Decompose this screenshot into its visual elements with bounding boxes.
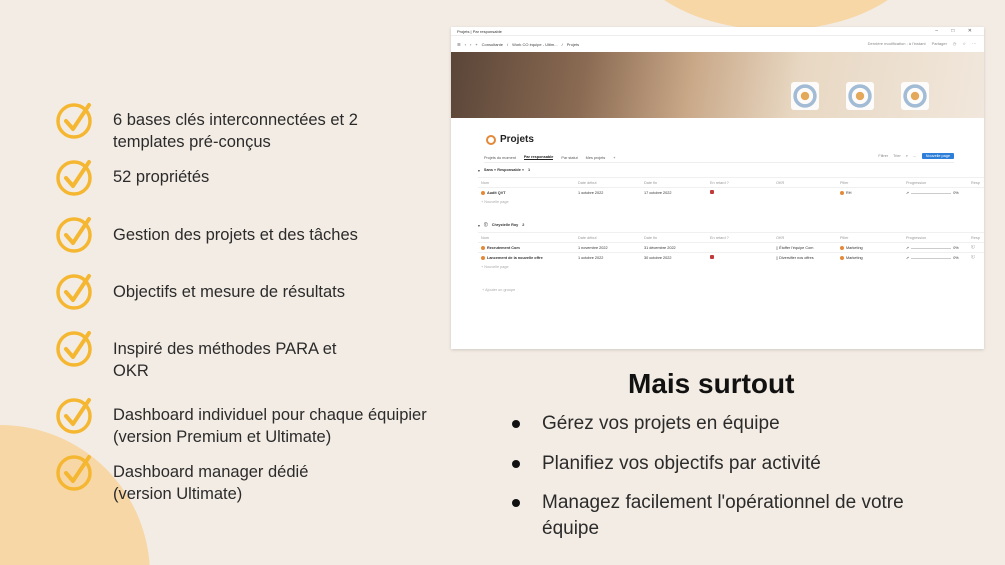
bullet-text: Managez facilement l'opérationnel de votre équipe (542, 492, 904, 539)
column-header[interactable]: OKR (776, 180, 785, 185)
column-header[interactable]: Nom (481, 235, 490, 240)
feature-item (55, 328, 455, 380)
row-pillar: RH (846, 190, 852, 195)
column-header[interactable]: Progression (906, 235, 927, 240)
page-title: Projets (486, 134, 534, 145)
avatar[interactable]: ⓒ (971, 255, 975, 259)
star-icon[interactable]: ☆ (962, 41, 966, 46)
filter-button[interactable]: Filtrer (878, 154, 889, 158)
feature-item (55, 395, 455, 446)
pillar-icon (840, 246, 844, 250)
row-okr: Étoffer l'équipe Com (779, 246, 814, 250)
feature-text: Gestion des projets et des tâches (113, 226, 358, 244)
column-header[interactable]: Pilier (840, 180, 849, 185)
table-header-row (478, 232, 984, 242)
new-row-button[interactable]: + Nouvelle page (481, 265, 509, 269)
back-arrow-icon[interactable]: ‹ (464, 41, 466, 47)
view-tabs (484, 153, 954, 163)
feature-text: Dashboard individuel pour chaque équipier (version Premium et Ultimate) (113, 406, 427, 446)
column-header[interactable]: En retard ? (710, 180, 729, 185)
column-header[interactable]: Date début (578, 180, 597, 185)
column-header[interactable]: OKR (776, 235, 785, 240)
row-name[interactable]: Audit QVT (487, 190, 506, 195)
column-header[interactable]: En retard ? (710, 235, 729, 240)
row-name[interactable]: Recrutement Com (487, 245, 520, 250)
table-row[interactable] (478, 187, 984, 197)
add-view-button[interactable]: + (613, 155, 616, 160)
bullet-dot (512, 420, 520, 428)
bullet-dot (512, 499, 520, 507)
share-button[interactable]: Partager (931, 41, 947, 46)
bullet-dot (512, 460, 520, 468)
search-icon[interactable]: ⌕ (905, 154, 908, 158)
progress-bar (911, 193, 951, 194)
row-okr: Diversifier nos offres (779, 256, 814, 260)
forward-arrow-icon[interactable]: › (469, 41, 472, 47)
window-title: Projets | Par responsable (457, 29, 502, 34)
progress-bar (911, 258, 951, 259)
rocket-icon: ➚ (906, 256, 910, 260)
group-count: 1 (528, 168, 531, 172)
check-circle-icon (55, 100, 95, 140)
navbar-right (868, 41, 976, 46)
cover-image (451, 52, 984, 118)
pillar-icon (840, 191, 844, 195)
bullet-text: Planifiez vos objectifs par activité (542, 453, 821, 474)
row-end-date[interactable]: 31 décembre 2022 (644, 245, 676, 250)
rocket-icon: ➚ (906, 191, 910, 195)
plus-icon[interactable]: + (475, 41, 478, 47)
feature-text: Dashboard manager dédié (version Ultimate) (113, 463, 309, 503)
decor-blob-top (626, 0, 926, 30)
group-header[interactable] (478, 223, 984, 228)
breadcrumb-item[interactable]: Work CO équipe - Ultim... (512, 41, 558, 47)
table-group (478, 168, 984, 207)
late-flag-icon (710, 190, 714, 194)
feature-item (55, 452, 455, 503)
table-row[interactable] (478, 242, 984, 252)
feature-text: Objectifs et mesure de résultats (113, 283, 346, 301)
late-flag-icon (710, 255, 714, 259)
collapse-toggle-icon[interactable]: ▾ (478, 169, 480, 173)
row-progress: 0% (953, 256, 959, 260)
row-pillar: Marketing (846, 245, 863, 250)
table-header-row (478, 177, 984, 187)
avatar: ⓒ (483, 223, 488, 227)
more-icon[interactable]: ⋯ (912, 154, 917, 159)
window-titlebar (451, 27, 984, 36)
new-page-button[interactable]: Nouvelle page (922, 153, 954, 159)
table-row[interactable] (478, 252, 984, 262)
group-name: Sans « Responsable » (483, 168, 525, 172)
archery-target-image (791, 82, 819, 110)
target-icon (486, 135, 496, 145)
avatar[interactable]: ⓒ (971, 245, 975, 249)
group-name: Chrystelle Roy (491, 223, 519, 227)
check-circle-icon (55, 328, 95, 368)
feature-item (55, 100, 455, 151)
page-icon: ▯ (776, 256, 779, 260)
more-icon[interactable]: ⋯ (972, 41, 976, 46)
column-header[interactable]: Resp (971, 235, 980, 240)
rocket-icon: ➚ (906, 246, 910, 250)
window-controls[interactable]: – □ ✕ (935, 28, 978, 34)
feature-item (55, 271, 455, 311)
app-screenshot (451, 27, 984, 349)
column-header[interactable]: Pilier (840, 235, 849, 240)
column-header[interactable]: Nom (481, 180, 490, 185)
check-circle-icon (55, 271, 95, 311)
breadcrumb-separator: / (506, 41, 509, 47)
tab-projets-du-moment[interactable]: Projets du moment (484, 155, 516, 160)
view-toolbar (878, 153, 954, 159)
progress-bar (911, 248, 951, 249)
row-start-date[interactable]: 1 octobre 2022 (578, 190, 604, 195)
feature-text: 6 bases clés interconnectées et 2 templates pré-conçus (113, 111, 358, 151)
row-pillar: Marketing (846, 255, 863, 260)
column-header[interactable]: Resp (971, 180, 980, 185)
new-row-button[interactable]: + Nouvelle page (481, 200, 509, 204)
table-group (478, 223, 984, 272)
row-progress: 0% (953, 246, 959, 250)
sort-button[interactable]: Trier (893, 154, 901, 158)
check-circle-icon (55, 214, 95, 254)
add-group-button[interactable]: + Ajouter un groupe (482, 288, 516, 292)
bullet-text: Gérez vos projets en équipe (542, 413, 780, 434)
breadcrumb-item[interactable]: Projets (566, 41, 580, 47)
check-circle-icon (55, 395, 95, 435)
check-circle-icon (55, 452, 95, 492)
menu-icon[interactable]: ☰ (457, 41, 461, 47)
page-icon: ▯ (776, 246, 779, 250)
clock-icon[interactable]: ◷ (952, 41, 957, 46)
row-start-date[interactable]: 1 novembre 2022 (578, 245, 608, 250)
feature-item (55, 214, 455, 254)
last-modified-label: Dernière modification : à l'instant (867, 41, 926, 46)
project-icon (481, 246, 485, 250)
row-end-date[interactable]: 17 octobre 2022 (644, 190, 672, 195)
app-navbar (451, 36, 984, 52)
tab-par-statut[interactable]: Par statut (561, 155, 578, 160)
feature-text: Inspiré des méthodes PARA et OKR (113, 340, 337, 380)
row-end-date[interactable]: 30 octobre 2022 (644, 255, 672, 260)
collapse-toggle-icon[interactable]: ▾ (478, 224, 480, 228)
breadcrumb-item[interactable]: Consultante (481, 41, 503, 47)
archery-target-image (901, 82, 929, 110)
project-icon (481, 191, 485, 195)
archery-target-image (846, 82, 874, 110)
breadcrumb-separator: / (561, 41, 563, 47)
row-progress: 0% (953, 191, 959, 195)
pillar-icon (840, 256, 844, 260)
column-header[interactable]: Date fin (644, 235, 658, 240)
tab-par-responsable[interactable]: Par responsable (523, 155, 554, 159)
group-count: 2 (522, 223, 525, 227)
feature-text: 52 propriétés (113, 168, 210, 186)
section-title: Mais surtout (628, 368, 795, 399)
project-icon (481, 256, 485, 260)
tab-mes-projets[interactable]: Mes projets (585, 155, 606, 160)
row-name[interactable]: Lancement de la nouvelle offre (487, 255, 543, 260)
column-header[interactable]: Progression (906, 180, 927, 185)
feature-item (55, 157, 455, 197)
column-header[interactable]: Date fin (644, 180, 658, 185)
check-circle-icon (55, 157, 95, 197)
column-header[interactable]: Date début (578, 235, 597, 240)
row-start-date[interactable]: 1 octobre 2022 (578, 255, 604, 260)
group-header[interactable] (478, 168, 984, 173)
